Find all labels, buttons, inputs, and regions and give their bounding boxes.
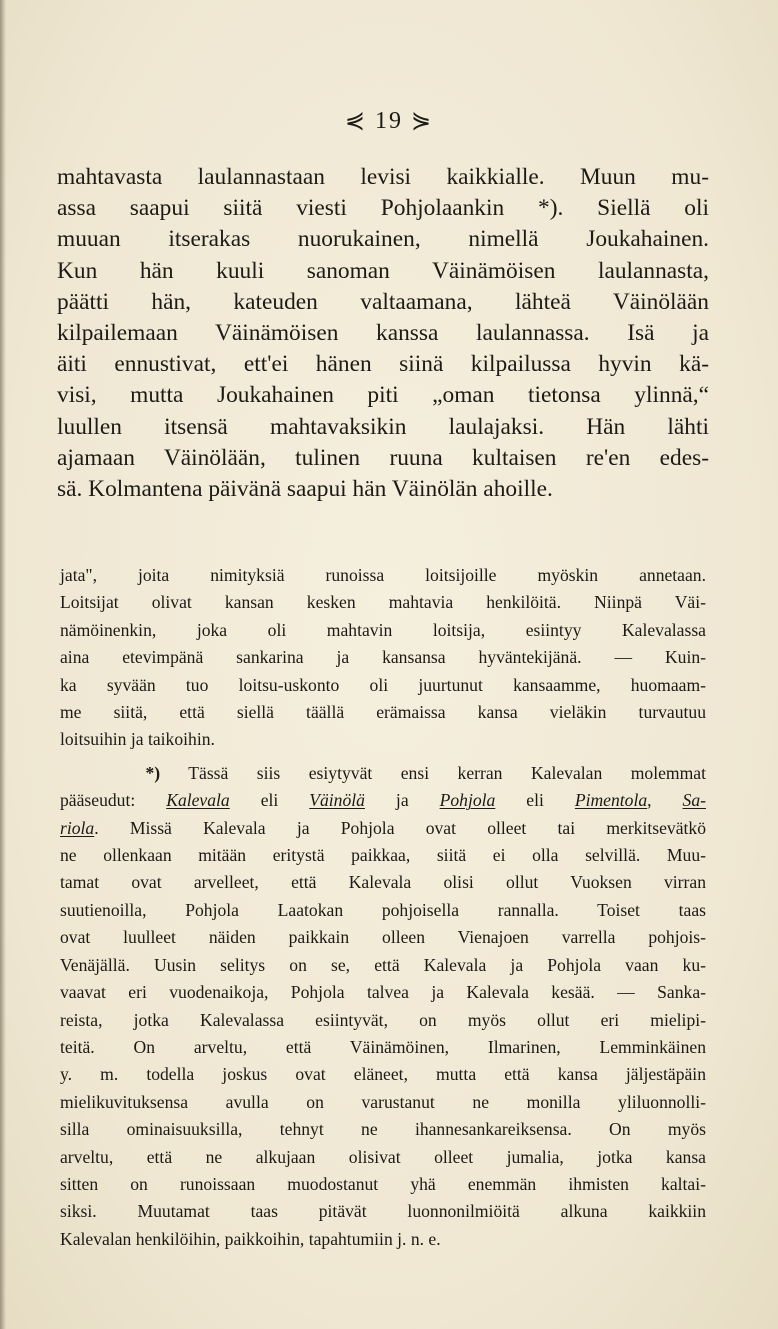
place-name: riola: [60, 817, 95, 838]
footnote-line: sitten on runoissaan muodostanut yhä enemmän ihmisten kaltai-: [60, 1173, 706, 1194]
place-name: Väinölä: [309, 790, 365, 811]
footnote-line: y. m. todella joskus ovat eläneet, mutta että kansa jäljestäpäin: [60, 1064, 706, 1085]
footnote-line: vaavat eri vuodenaikoja, Pohjola talvea ja Kalevala kesää. — Sanka-: [60, 982, 706, 1003]
footnote-line: teitä. On arveltu, että Väinämöinen, Ilmarinen, Lemminkäinen: [60, 1036, 706, 1057]
footnote-text: pääseudut:: [60, 790, 167, 811]
footnote-line: nämöinenkin, joka oli mahtavin loitsija, esiintyy Kalevalassa: [60, 619, 706, 640]
footnote-text: Tässä siis esiytyvät ensi kerran Kalevalan molemmat: [188, 762, 706, 783]
body-line: luullen itsensä mahtavaksikin laulajaksi. Hän lähti: [57, 413, 709, 440]
body-line: äiti ennustivat, ett'ei hänen siinä kilpailussa hyvin kä-: [57, 351, 709, 378]
footnote-text: . Missä Kalevala ja Pohjola ovat olleet tai merkitsevätkö: [94, 817, 706, 838]
footnotes: [60, 562, 706, 1253]
footnote-text: eli: [495, 790, 575, 811]
body-line: mahtavasta laulannastaan levisi kaikkialle. Muun mu-: [57, 164, 709, 190]
footnote-line: ka syvään tuo loitsu-uskonto oli juurtunut kansaamme, huomaam-: [60, 674, 706, 695]
footnote-line: Venäjällä. Uusin selitys on se, että Kalevala ja Pohjola vaan ku-: [60, 954, 706, 975]
footnote-line: aina etevimpänä sankarina ja kansansa hyväntekijänä. — Kuin-: [60, 647, 706, 668]
footnote-text: eli: [229, 790, 310, 811]
body-line: päätti hän, kateuden valtaamana, lähteä Väinölään: [57, 288, 709, 315]
footnote-text: ,: [647, 790, 683, 811]
footnote-continued: [60, 562, 706, 754]
place-name: Pohjola: [439, 790, 496, 811]
footnote-line: suutienoilla, Pohjola Laatokan pohjoisella rannalla. Toiset taas: [60, 899, 706, 920]
footnote-line: [60, 787, 706, 814]
footnote-text: ja: [364, 790, 440, 811]
page-binding-shadow: [0, 0, 6, 1329]
page-number: ⋞ 19 ⋟: [344, 108, 434, 134]
body-line: kilpailemaan Väinämöisen kanssa laulannassa. Isä ja: [57, 320, 709, 347]
footnote-line: me siitä, että siellä täällä erämaissa kansa vieläkin turvautuu: [60, 702, 706, 723]
footnote-line: silla ominaisuuksilla, tehnyt ne ihannesankareiksensa. On myös: [60, 1119, 706, 1140]
footnote-line: Kalevalan henkilöihin, paikkoihin, tapahtumiin j. n. e.: [60, 1228, 441, 1249]
body-line: muuan itserakas nuorukainen, nimellä Joukahainen.: [57, 226, 709, 253]
footnote-line: [60, 815, 706, 842]
footnote-line: ne ollenkaan mitään eritystä paikkaa, siitä ei olla selvillä. Muu-: [60, 845, 706, 866]
body-line: ajamaan Väinölään, tulinen ruuna kultaisen re'en edes-: [57, 444, 709, 471]
footnote-line: Loitsijat olivat kansan kesken mahtavia henkilöitä. Niinpä Väi-: [60, 592, 706, 613]
body-line: sä. Kolmantena päivänä saapui hän Väinölän ahoille.: [57, 476, 553, 503]
footnote-line: siksi. Muutamat taas pitävät luonnonilmiöitä alkuna kaikkiin: [60, 1201, 706, 1222]
body-line: visi, mutta Joukahainen piti „oman tietonsa ylinnä,“: [57, 382, 709, 409]
footnote-line: arveltu, että ne alkujaan olisivat olleet jumalia, jotka kansa: [60, 1146, 706, 1167]
footnote-line: loitsuihin ja taikoihin.: [60, 729, 215, 750]
place-name: Pimentola: [574, 790, 648, 811]
footnote-line: reista, jotka Kalevalassa esiintyvät, on myös ollut eri mielipi-: [60, 1009, 706, 1030]
place-name: Sa-: [682, 790, 706, 811]
footnote-line: mielikuvituksensa avulla on varustanut ne monilla yliluonnolli-: [60, 1091, 706, 1112]
footnote-line: [60, 760, 706, 787]
footnote-line: ovat luulleet näiden paikkain olleen Vienajoen varrella pohjois-: [60, 927, 706, 948]
footnote-line: tamat ovat arvelleet, että Kalevala olisi ollut Vuoksen virran: [60, 872, 706, 893]
place-name: Kalevala: [166, 790, 230, 811]
main-body-text: [57, 162, 709, 505]
body-line: Kun hän kuuli sanoman Väinämöisen laulannasta,: [57, 257, 709, 284]
footnote-asterisk: [60, 760, 706, 1253]
body-line: assa saapui siitä viesti Pohjolaankin *). Siellä oli: [57, 195, 709, 222]
footnote-marker: *): [145, 762, 161, 783]
footnote-line: jata", joita nimityksiä runoissa loitsijoille myöskin annetaan.: [60, 565, 706, 585]
